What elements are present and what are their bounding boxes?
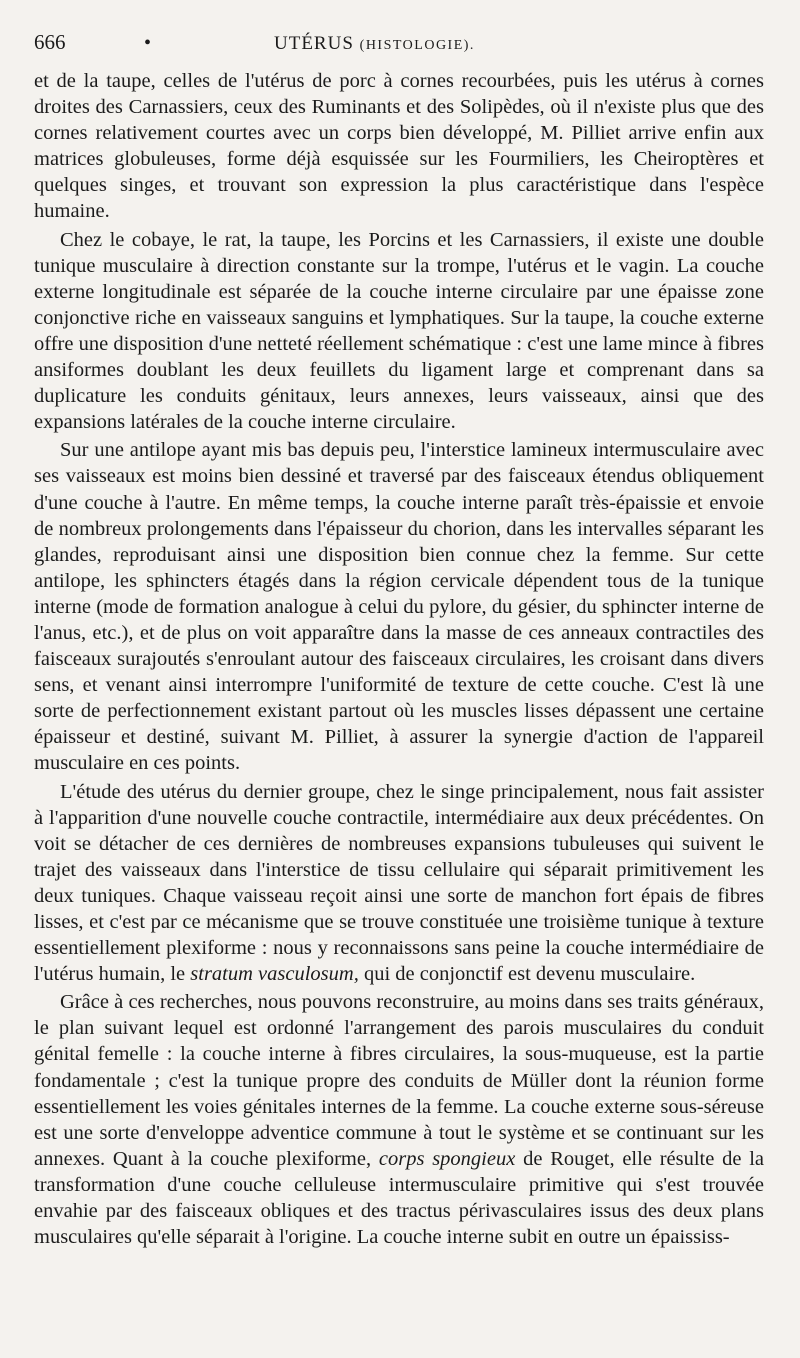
paragraph-2: Chez le cobaye, le rat, la taupe, les Porcins et les Carnassiers, il existe une double tunique musculaire à direction constante sur la trompe, l'utérus et le vagin. La couche externe longitudinale est séparée de la couche interne circulaire par une épaisse zone conjonctive riche en vaisseaux sanguins et lymphatiques. Sur la taupe, la couche externe offre une disposition d'une netteté réellement schématique : c'est une lame mince à fibres ansiformes doublant les deux feuillets du ligament large et comprenant dans sa duplicature les conduits génitaux, leurs annexes, leurs vaisseaux, ainsi que des expansions latérales de la couche interne circulaire. [34, 228, 764, 434]
paragraph-5-part-2: de Rouget, elle résulte de la transformation d'une couche celluleuse intermusculaire primitive qui s'est trouvée envahie par des faisceaux obliques et des tractus périvasculaires issus des deux plans musculaires qu'elle séparait à l'origine. La couche interne subit en outre un épaississ- [34, 1147, 765, 1249]
paragraph-4 [34, 779, 764, 988]
paragraph-4-part-1: L'étude des utérus du dernier groupe, chez le singe principalement, nous fait assister à l'apparition d'une nouvelle couche contractile, intermédiaire aux deux précédentes. On voit se détacher de ces dernières de nombreuses expansions tubuleuses qui suivent le trajet des vaisseaux dans l'interstice de tissu cellulaire qui séparait primitivement les deux tuniques. Chaque vaisseau reçoit ainsi une sorte de manchon fort épais de fibres lisses, et c'est par ce mécanisme que se trouve constituée une troisième tunique à texture essentiellement plexiforme : nous y reconnaissons sans peine la couche intermédiaire de l'utérus humain, le [34, 780, 764, 986]
running-title-main: UTÉRUS [274, 33, 354, 54]
page-header [34, 30, 764, 64]
paragraph-3: Sur une antilope ayant mis bas depuis peu, l'interstice lamineux intermusculaire avec ses vaisseaux est moins bien dessiné et traversé par des faisceaux étendus obliquement d'une couche à l'autre. En même temps, la couche interne paraît très-épaissie et envoie de nombreux prolongements dans l'épaisseur du chorion, dans les intervalles séparant les glandes, reproduisant ainsi une disposition bien connue chez la femme. Sur cette antilope, les sphincters étagés dans la région cervicale dépendent tous de la tunique interne (mode de formation analogue à celui du pylore, du gésier, du sphincter interne de l'anus, etc.), et de plus on voit apparaître dans la masse de ces anneaux contractiles des faisceaux surajoutés s'enroulant autour des faisceaux circulaires, les croisant dans divers sens, et venant ainsi interrompre l'uniformité de texture de cette couche. C'est là une sorte de perfectionnement existant partout où les muscles lisses dépassent une certaine épaisseur et destiné, suivant M. Pilliet, à assurer la synergie d'action de l'appareil musculaire en ces points. [34, 439, 764, 775]
paragraph-5-italic-term: corps spongieux [378, 1147, 516, 1170]
paragraph-5-part-1: Grâce à ces recherches, nous pouvons reconstruire, au moins dans ses traits généraux, le plan suivant lequel est ordonné l'arrangement des parois musculaires du conduit génital femelle : la couche interne à fibres circulaires, la sous-muqueuse, est la partie fondamentale ; c'est la tunique propre des conduits de Müller dont la réunion forme essentiellement les voies génitales internes de la femme. La couche externe sous-séreuse est une sorte d'enveloppe adventice commune à tout le système et se continuant sur les annexes. Quant à la couche plexiforme, [34, 991, 764, 1170]
running-title [274, 33, 475, 55]
paragraph-5 [34, 989, 764, 1250]
paragraph-4-italic-term: stratum vasculosum, [190, 963, 359, 986]
paragraph-1: et de la taupe, celles de l'utérus de porc à cornes recourbées, puis les utérus à cornes droites des Carnassiers, ceux des Ruminants et des Solipèdes, où il n'existe plus que des cornes relativement courtes avec un corps bien développé, M. Pilliet arrive enfin aux matrices globuleuses, forme déjà esquissée sur les Fourmiliers, les Cheiroptères et quelques singes, et trouvant son expression la plus caractéristique dans l'espèce humaine. [34, 70, 764, 223]
page-number: 666 [34, 30, 66, 54]
paragraph-4-part-2: qui de conjonctif est devenu musculaire. [363, 963, 696, 986]
body-text [34, 68, 764, 1250]
header-bullet: • [144, 32, 152, 54]
running-title-subtitle: (HISTOLOGIE). [359, 38, 475, 53]
